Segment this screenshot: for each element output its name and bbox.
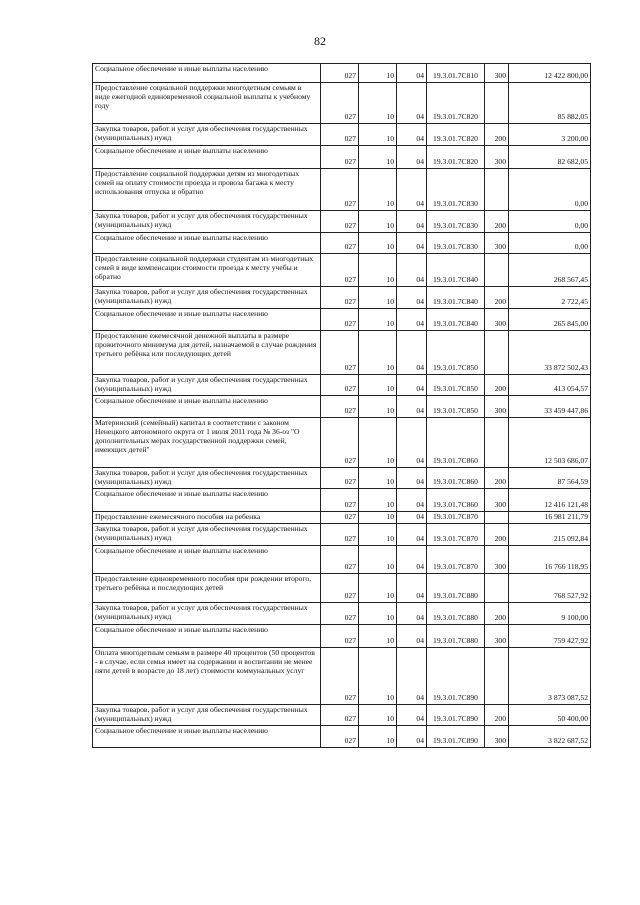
cell-ministry-code: 027 xyxy=(321,704,359,725)
cell-amount: 3 200,00 xyxy=(509,124,591,146)
cell-subsection-code: 04 xyxy=(397,375,427,396)
cell-expense-type: 300 xyxy=(485,488,509,511)
cell-name: Социальное обеспечение и иные выплаты населению xyxy=(93,488,321,511)
table-row xyxy=(93,488,591,511)
cell-ministry-code: 027 xyxy=(321,309,359,331)
budget-table xyxy=(92,63,591,748)
cell-subsection-code: 04 xyxy=(397,254,427,287)
cell-amount: 9 100,00 xyxy=(509,602,591,624)
cell-name: Материнский (семейный) капитал в соответствии с законом Ненецкого автономного округа от 1 июля 2011 года № 36-оз "О дополнительных мерах государственной поддержки семей, имеющих детей" xyxy=(93,417,321,467)
cell-subsection-code: 04 xyxy=(397,704,427,725)
cell-expense-type: 300 xyxy=(485,233,509,254)
cell-ministry-code: 027 xyxy=(321,169,359,211)
cell-amount: 50 400,00 xyxy=(509,704,591,725)
table-row xyxy=(93,704,591,725)
cell-expense-type: 300 xyxy=(485,545,509,573)
cell-target-code: 19.3.01.7С840 xyxy=(427,287,485,309)
cell-section-code: 10 xyxy=(359,488,397,511)
cell-amount: 265 845,00 xyxy=(509,309,591,331)
cell-target-code: 19.3.01.7С880 xyxy=(427,573,485,602)
cell-subsection-code: 04 xyxy=(397,211,427,233)
cell-target-code: 19.3.01.7С820 xyxy=(427,146,485,169)
cell-name: Оплата многодетным семьям в размере 40 процентов (50 процентов - в случае, если семья имеет на содержании и воспитании не менее пяти детей в возрасте до 18 лет) стоимости коммунальных услуг xyxy=(93,647,321,704)
cell-ministry-code: 027 xyxy=(321,146,359,169)
cell-target-code: 19.3.01.7С880 xyxy=(427,624,485,647)
cell-section-code: 10 xyxy=(359,254,397,287)
cell-amount: 0,00 xyxy=(509,169,591,211)
cell-section-code: 10 xyxy=(359,467,397,488)
table-row xyxy=(93,573,591,602)
cell-name: Закупка товаров, работ и услуг для обеспечения государственных (муниципальных) нужд xyxy=(93,602,321,624)
cell-ministry-code: 027 xyxy=(321,624,359,647)
cell-subsection-code: 04 xyxy=(397,83,427,124)
cell-amount: 3 822 687,52 xyxy=(509,725,591,747)
cell-expense-type xyxy=(485,417,509,467)
table-row xyxy=(93,83,591,124)
cell-ministry-code: 027 xyxy=(321,254,359,287)
cell-subsection-code: 04 xyxy=(397,395,427,417)
table-body xyxy=(93,64,591,748)
cell-subsection-code: 04 xyxy=(397,624,427,647)
cell-name: Социальное обеспечение и иные выплаты населению xyxy=(93,309,321,331)
cell-target-code: 19.3.01.7С820 xyxy=(427,124,485,146)
cell-expense-type: 200 xyxy=(485,602,509,624)
cell-target-code: 19.3.01.7С850 xyxy=(427,375,485,396)
cell-target-code: 19.3.01.7С830 xyxy=(427,169,485,211)
cell-expense-type: 200 xyxy=(485,375,509,396)
cell-subsection-code: 04 xyxy=(397,488,427,511)
cell-ministry-code: 027 xyxy=(321,573,359,602)
cell-name: Социальное обеспечение и иные выплаты населению xyxy=(93,146,321,169)
table-row xyxy=(93,624,591,647)
cell-section-code: 10 xyxy=(359,523,397,545)
cell-amount: 12 416 121,48 xyxy=(509,488,591,511)
cell-amount: 85 882,05 xyxy=(509,83,591,124)
cell-section-code: 10 xyxy=(359,573,397,602)
cell-ministry-code: 027 xyxy=(321,488,359,511)
cell-subsection-code: 04 xyxy=(397,523,427,545)
cell-amount: 0,00 xyxy=(509,233,591,254)
cell-ministry-code: 027 xyxy=(321,395,359,417)
cell-ministry-code: 027 xyxy=(321,545,359,573)
cell-subsection-code: 04 xyxy=(397,417,427,467)
cell-ministry-code: 027 xyxy=(321,417,359,467)
cell-name: Закупка товаров, работ и услуг для обеспечения государственных (муниципальных) нужд xyxy=(93,211,321,233)
cell-ministry-code: 027 xyxy=(321,602,359,624)
cell-target-code: 19.3.01.7С860 xyxy=(427,467,485,488)
cell-section-code: 10 xyxy=(359,545,397,573)
table-row xyxy=(93,124,591,146)
cell-expense-type: 200 xyxy=(485,704,509,725)
cell-subsection-code: 04 xyxy=(397,169,427,211)
cell-amount: 0,00 xyxy=(509,211,591,233)
table-row xyxy=(93,287,591,309)
cell-ministry-code: 027 xyxy=(321,523,359,545)
cell-subsection-code: 04 xyxy=(397,467,427,488)
cell-expense-type: 200 xyxy=(485,467,509,488)
table-row xyxy=(93,211,591,233)
table-row xyxy=(93,395,591,417)
cell-name: Предоставление единовременного пособия при рождении второго, третьего ребёнка и последующих детей xyxy=(93,573,321,602)
cell-target-code: 19.3.01.7С890 xyxy=(427,725,485,747)
cell-subsection-code: 04 xyxy=(397,287,427,309)
cell-section-code: 10 xyxy=(359,169,397,211)
cell-ministry-code: 027 xyxy=(321,725,359,747)
cell-target-code: 19.3.01.7С860 xyxy=(427,417,485,467)
table-row xyxy=(93,545,591,573)
cell-amount: 33 459 447,86 xyxy=(509,395,591,417)
table-row xyxy=(93,523,591,545)
cell-expense-type xyxy=(485,511,509,523)
table-row xyxy=(93,467,591,488)
cell-expense-type xyxy=(485,169,509,211)
table-row xyxy=(93,511,591,523)
table-row xyxy=(93,254,591,287)
cell-expense-type: 200 xyxy=(485,287,509,309)
cell-section-code: 10 xyxy=(359,704,397,725)
cell-name: Предоставление социальной поддержки студентам из многодетных семей в виде компенсации стоимости проезда к месту учебы и обратно xyxy=(93,254,321,287)
table-row xyxy=(93,602,591,624)
cell-section-code: 10 xyxy=(359,64,397,83)
cell-name: Предоставление ежемесячной денежной выплаты в размере прожиточного минимума для детей, назначаемой в случае рождения третьего ребёнка или последующих детей xyxy=(93,331,321,375)
cell-amount: 215 092,84 xyxy=(509,523,591,545)
cell-name: Закупка товаров, работ и услуг для обеспечения государственных (муниципальных) нужд xyxy=(93,124,321,146)
cell-name: Закупка товаров, работ и услуг для обеспечения государственных (муниципальных) нужд xyxy=(93,704,321,725)
cell-name: Социальное обеспечение и иные выплаты населению xyxy=(93,725,321,747)
cell-section-code: 10 xyxy=(359,309,397,331)
cell-name: Закупка товаров, работ и услуг для обеспечения государственных (муниципальных) нужд xyxy=(93,523,321,545)
cell-ministry-code: 027 xyxy=(321,211,359,233)
cell-expense-type xyxy=(485,83,509,124)
cell-section-code: 10 xyxy=(359,233,397,254)
table-row xyxy=(93,375,591,396)
cell-ministry-code: 027 xyxy=(321,467,359,488)
cell-target-code: 19.3.01.7С840 xyxy=(427,309,485,331)
cell-section-code: 10 xyxy=(359,146,397,169)
cell-ministry-code: 027 xyxy=(321,124,359,146)
cell-name: Закупка товаров, работ и услуг для обеспечения государственных (муниципальных) нужд xyxy=(93,287,321,309)
cell-expense-type: 300 xyxy=(485,725,509,747)
cell-target-code: 19.3.01.7С850 xyxy=(427,395,485,417)
cell-name: Закупка товаров, работ и услуг для обеспечения государственных (муниципальных) нужд xyxy=(93,467,321,488)
cell-section-code: 10 xyxy=(359,647,397,704)
cell-section-code: 10 xyxy=(359,83,397,124)
cell-section-code: 10 xyxy=(359,211,397,233)
cell-name: Социальное обеспечение и иные выплаты населению xyxy=(93,233,321,254)
cell-amount: 268 567,45 xyxy=(509,254,591,287)
cell-section-code: 10 xyxy=(359,124,397,146)
table-row xyxy=(93,64,591,83)
cell-amount: 82 682,05 xyxy=(509,146,591,169)
cell-expense-type xyxy=(485,573,509,602)
table-row xyxy=(93,417,591,467)
cell-subsection-code: 04 xyxy=(397,511,427,523)
cell-ministry-code: 027 xyxy=(321,287,359,309)
cell-amount: 33 872 502,43 xyxy=(509,331,591,375)
cell-name: Социальное обеспечение и иные выплаты населению xyxy=(93,545,321,573)
table-row xyxy=(93,169,591,211)
cell-section-code: 10 xyxy=(359,395,397,417)
cell-target-code: 19.3.01.7С870 xyxy=(427,523,485,545)
cell-amount: 87 564,59 xyxy=(509,467,591,488)
cell-expense-type: 300 xyxy=(485,395,509,417)
cell-ministry-code: 027 xyxy=(321,331,359,375)
cell-subsection-code: 04 xyxy=(397,64,427,83)
cell-name: Предоставление социальной поддержки многодетным семьям в виде ежегодной единовременной социальной выплаты к учебному году xyxy=(93,83,321,124)
cell-amount: 3 873 087,52 xyxy=(509,647,591,704)
cell-name: Предоставление ежемесячного пособия на ребенка xyxy=(93,511,321,523)
cell-expense-type: 300 xyxy=(485,64,509,83)
cell-section-code: 10 xyxy=(359,511,397,523)
cell-expense-type: 200 xyxy=(485,124,509,146)
cell-expense-type: 300 xyxy=(485,146,509,169)
cell-target-code: 19.3.01.7С880 xyxy=(427,602,485,624)
cell-name: Социальное обеспечение и иные выплаты населению xyxy=(93,395,321,417)
cell-subsection-code: 04 xyxy=(397,725,427,747)
cell-subsection-code: 04 xyxy=(397,647,427,704)
cell-target-code: 19.3.01.7С840 xyxy=(427,254,485,287)
cell-ministry-code: 027 xyxy=(321,64,359,83)
cell-target-code: 19.3.01.7С890 xyxy=(427,647,485,704)
cell-subsection-code: 04 xyxy=(397,124,427,146)
cell-ministry-code: 027 xyxy=(321,375,359,396)
cell-amount: 2 722,45 xyxy=(509,287,591,309)
cell-section-code: 10 xyxy=(359,725,397,747)
cell-target-code: 19.3.01.7С860 xyxy=(427,488,485,511)
cell-amount: 12 422 800,00 xyxy=(509,64,591,83)
cell-expense-type xyxy=(485,331,509,375)
cell-amount: 12 503 686,07 xyxy=(509,417,591,467)
table-row xyxy=(93,725,591,747)
cell-section-code: 10 xyxy=(359,417,397,467)
cell-section-code: 10 xyxy=(359,331,397,375)
cell-subsection-code: 04 xyxy=(397,309,427,331)
cell-name: Социальное обеспечение и иные выплаты населению xyxy=(93,64,321,83)
cell-target-code: 19.3.01.7С820 xyxy=(427,83,485,124)
cell-target-code: 19.3.01.7С830 xyxy=(427,211,485,233)
cell-target-code: 19.3.01.7С890 xyxy=(427,704,485,725)
table-row xyxy=(93,331,591,375)
cell-name: Предоставление социальной поддержки детям из многодетных семей на оплату стоимости проезда и провоза багажа к месту использования отпуска и обратно xyxy=(93,169,321,211)
table-row xyxy=(93,233,591,254)
cell-name: Закупка товаров, работ и услуг для обеспечения государственных (муниципальных) нужд xyxy=(93,375,321,396)
cell-subsection-code: 04 xyxy=(397,233,427,254)
cell-subsection-code: 04 xyxy=(397,545,427,573)
cell-ministry-code: 027 xyxy=(321,233,359,254)
cell-target-code: 19.3.01.7С830 xyxy=(427,233,485,254)
cell-expense-type: 300 xyxy=(485,309,509,331)
cell-amount: 413 054,57 xyxy=(509,375,591,396)
page-number: 82 xyxy=(314,34,326,48)
cell-expense-type: 200 xyxy=(485,211,509,233)
cell-target-code: 19.3.01.7С810 xyxy=(427,64,485,83)
cell-ministry-code: 027 xyxy=(321,647,359,704)
cell-amount: 16 981 211,79 xyxy=(509,511,591,523)
cell-subsection-code: 04 xyxy=(397,331,427,375)
cell-expense-type xyxy=(485,647,509,704)
cell-subsection-code: 04 xyxy=(397,573,427,602)
cell-name: Социальное обеспечение и иные выплаты населению xyxy=(93,624,321,647)
cell-amount: 759 427,92 xyxy=(509,624,591,647)
cell-section-code: 10 xyxy=(359,287,397,309)
cell-expense-type: 200 xyxy=(485,523,509,545)
cell-amount: 768 527,92 xyxy=(509,573,591,602)
cell-subsection-code: 04 xyxy=(397,602,427,624)
cell-ministry-code: 027 xyxy=(321,511,359,523)
cell-section-code: 10 xyxy=(359,624,397,647)
cell-expense-type: 300 xyxy=(485,624,509,647)
table-row xyxy=(93,647,591,704)
cell-section-code: 10 xyxy=(359,375,397,396)
table-row xyxy=(93,309,591,331)
cell-expense-type xyxy=(485,254,509,287)
cell-target-code: 19.3.01.7С870 xyxy=(427,511,485,523)
cell-section-code: 10 xyxy=(359,602,397,624)
cell-target-code: 19.3.01.7С870 xyxy=(427,545,485,573)
cell-ministry-code: 027 xyxy=(321,83,359,124)
table-row xyxy=(93,146,591,169)
cell-amount: 16 766 118,95 xyxy=(509,545,591,573)
cell-target-code: 19.3.01.7С850 xyxy=(427,331,485,375)
cell-subsection-code: 04 xyxy=(397,146,427,169)
